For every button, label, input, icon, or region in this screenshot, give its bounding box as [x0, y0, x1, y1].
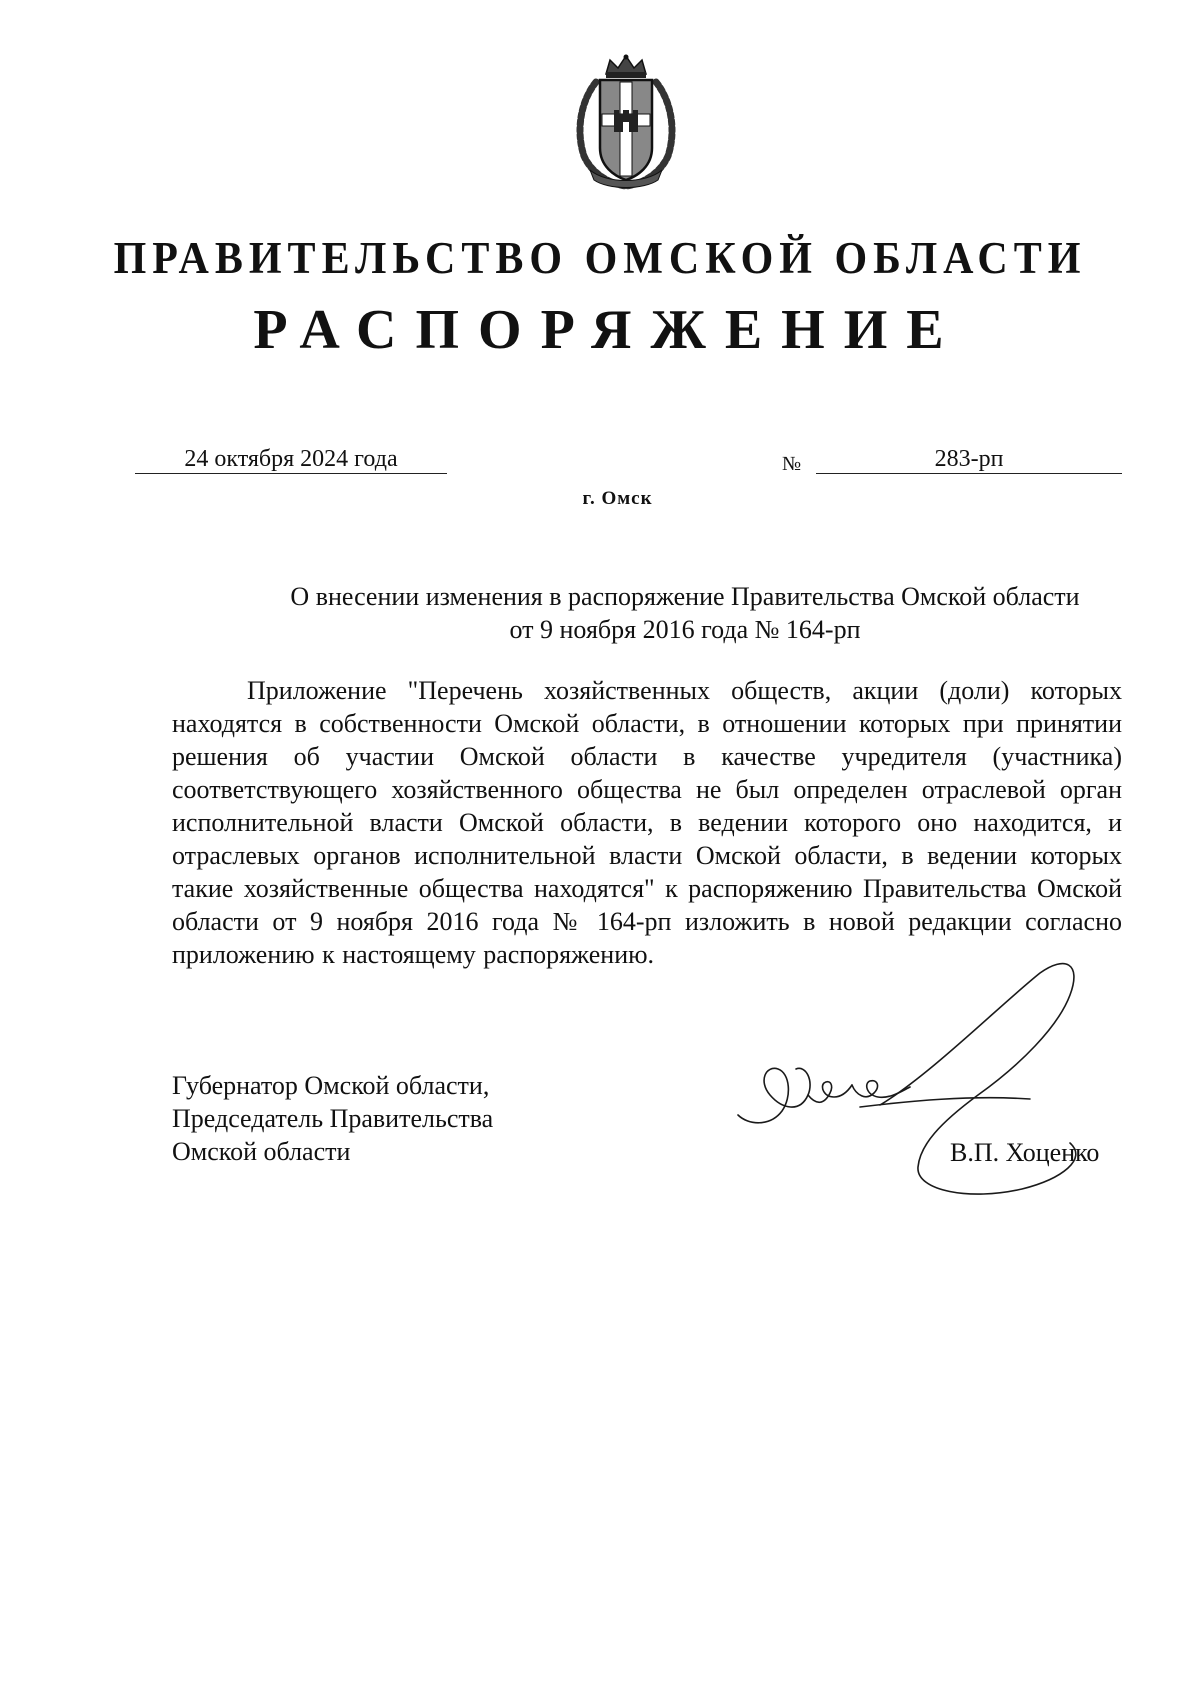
coat-of-arms-icon [570, 52, 682, 192]
city-label: г. Омск [582, 488, 653, 509]
document-number: 283-рп [816, 445, 1122, 474]
subject-line-1: О внесении изменения в распоряжение Правительства Омской области [290, 582, 1080, 611]
signer-name: В.П. Хоценко [950, 1138, 1100, 1167]
document-subject [250, 580, 1120, 646]
document-type-title: РАСПОРЯЖЕНИЕ [253, 299, 963, 361]
signatory-position [172, 1069, 493, 1168]
position-line-2: Председатель Правительства [172, 1104, 494, 1133]
subject-line-2: от 9 ноября 2016 года № 164-рп [509, 615, 861, 644]
position-line-1: Губернатор Омской области, [172, 1071, 490, 1100]
number-sign-label: № [782, 453, 802, 475]
body-paragraph: Приложение "Перечень хозяйственных обществ, акции (доли) которых находятся в собственности Омской области, в отношении которых при принятии решения об участии Омской области в качестве учредителя (участника) соответствующего хозяйственного общества не был определен отраслевой орган исполнительной власти Омской области, в ведении которого оно находится, и отраслевых органов исполнительной власти Омской области, в ведении которых такие хозяйственные общества находятся" к распоряжению Правительства Омской области от 9 ноября 2016 года № 164-рп изложить в новой редакции согласно приложению к настоящему распоряжению. [172, 676, 1122, 969]
document-date: 24 октября 2024 года [135, 445, 447, 474]
organization-title: ПРАВИТЕЛЬСТВО ОМСКОЙ ОБЛАСТИ [113, 234, 1087, 284]
position-line-3: Омской области [172, 1137, 351, 1166]
handwritten-signature-icon [730, 945, 1130, 1210]
